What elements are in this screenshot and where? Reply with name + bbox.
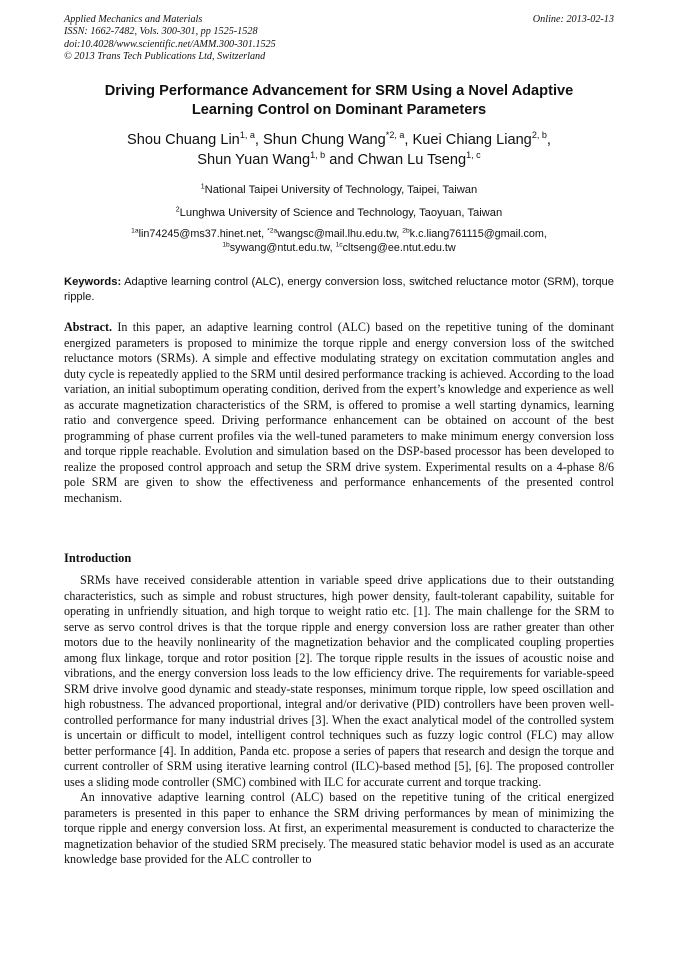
email-address[interactable]: cltseng@ee.ntut.edu.tw xyxy=(342,242,456,254)
intro-paragraph-1: SRMs have received considerable attention in variable speed drive applications due to their outstanding characteristics, such as simple and robust structures, high power density, fault-tolerant capability, suitable for operating in unfriendly situation, and high torque to weight ratio etc. [1]. The main challenge for the SRM to serve as servo control drives is that the torque ripple and energy conversion loss are rather greater than other motors due to the heavily nonlinearity of the magnetization behavior and the complicated coupling properties among flux linkage, torque and rotor position [2]. The torque ripple results in the issues of acoustic noise and vibrations, and the energy conversion loss leads to the low efficiency drive. The requirements for variable-speed SRM drive involve good dynamic and steady-state responses, minimum torque ripple, low speed oscillation and high robustness. The advanced proportional, integral and/or derivative (PID) controllers have been proven well-controlled performance for many industrial drives [3]. When the exact analytical model of the controlled system is uncertain or difficult to model, intelligent control techniques such as fuzzy logic control (FLC) may allow better performance [4]. In addition, Panda etc. propose a series of papers that research and design the torque and current controller of SRM using iterative learning control (ILC)-based method [5], [6]. The proposed controller uses a sliding mode controller (SMC) combined with ILC for accurate current and torque tracking. xyxy=(64,573,614,789)
email-address[interactable]: wangsc@mail.lhu.edu.tw, xyxy=(277,228,403,240)
affiliation-text: Lunghwa University of Science and Technology, Taoyuan, Taiwan xyxy=(179,207,503,219)
email-sup: 2b xyxy=(402,227,410,235)
keywords-paragraph xyxy=(64,275,614,305)
author-sup: 1, b xyxy=(310,150,326,161)
doi-line: doi:10.4028/www.scientific.net/AMM.300-301.1525 xyxy=(64,38,276,50)
affiliation-text: National Taipei University of Technology, Taipei, Taiwan xyxy=(204,184,478,196)
online-date: Online: 2013-02-13 xyxy=(532,14,614,25)
affiliation-sup: 2 xyxy=(175,206,180,214)
author-line-1 xyxy=(64,130,614,150)
affiliation-2 xyxy=(64,206,614,220)
email-address[interactable]: sywang@ntut.edu.tw, xyxy=(229,242,336,254)
author-sup: 1, a xyxy=(239,130,255,141)
email-address[interactable]: lin74245@ms37.hinet.net, xyxy=(138,228,268,240)
abstract-text: In this paper, an adaptive learning control (ALC) based on the repetitive tuning of the dominant energized parameters is proposed to minimize the torque ripple and energy conversion loss of the switched reluctance motors (SRMs). A simple and effective modulating strategy on excitation commutation angles and duty cycle is repeatedly applied to the SRM until desired performance tracking is achieved. According to the load variation, an initial suboptimum operating condition, derived from the expert’s knowledge and experience as well as accurate magnetization characteristics of the SRM, is offered to promise a well starting dynamics, learning ratio and convergence speed. Driving performance enhancement can be obtained on account of the best programming of phase current profiles via the well-tuned parameters to make minimum energy conversion loss and torque ripple reachable. Evolution and simulation based on the DSP-based processor has been developed to realize the proposed control approach and setup the SRM drive system. Experimental results on a 4-phase 8/6 pole SRM are given to show the effectiveness and performance enhancements of the presented control mechanism. xyxy=(64,320,614,505)
email-sup: 1c xyxy=(335,241,343,249)
author-list xyxy=(64,130,614,170)
journal-header xyxy=(64,14,424,64)
email-line-2 xyxy=(64,241,614,255)
author-line-2 xyxy=(64,150,614,170)
title-line-2: Learning Control on Dominant Parameters xyxy=(191,102,487,118)
author-sup: *2, a xyxy=(385,130,405,141)
introduction-body xyxy=(64,573,614,868)
author-name: Kuei Chiang Liang xyxy=(412,132,532,148)
author-name: Shou Chuang Lin xyxy=(127,132,240,148)
copyright-line: © 2013 Trans Tech Publications Ltd, Switzerland xyxy=(64,51,266,63)
keywords-text: Adaptive learning control (ALC), energy conversion loss, switched reluctance motor (SRM), torque ripple. xyxy=(64,276,614,303)
author-sup: 2, b xyxy=(531,130,547,141)
abstract-label: Abstract. xyxy=(64,320,113,334)
abstract-paragraph xyxy=(64,320,614,506)
email-line-1 xyxy=(64,227,614,241)
intro-paragraph-2: An innovative adaptive learning control (ALC) based on the repetitive tuning of the critical energized parameters is presented in this paper to enhance the SRM driving performances by mean of minimizing the torque ripple and energy conversion loss. At first, an experimental measurement is conducted to characterize the magnetization behavior of the studied SRM precisely. The measured static behavior model is used as an accurate knowledge base provided for the ALC controller to xyxy=(64,790,614,866)
author-sup: 1, c xyxy=(466,150,481,161)
email-sup: 1b xyxy=(222,241,230,249)
affiliation-1 xyxy=(64,183,614,197)
author-sep: , xyxy=(254,132,264,148)
email-address[interactable]: k.c.liang761115@gmail.com, xyxy=(409,228,547,240)
keywords-label: Keywords: xyxy=(64,276,122,288)
email-sup: *2a xyxy=(267,227,278,235)
author-sep: , xyxy=(546,132,551,148)
author-sep: , xyxy=(404,132,413,148)
author-sep: and xyxy=(325,152,358,168)
author-name: Chwan Lu Tseng xyxy=(357,152,467,168)
paper-title xyxy=(64,82,614,120)
affiliation-sup: 1 xyxy=(200,183,205,191)
introduction-heading: Introduction xyxy=(64,551,132,565)
author-name: Shun Chung Wang xyxy=(263,132,386,148)
email-block xyxy=(64,227,614,255)
email-sup: 1a xyxy=(131,227,139,235)
author-name: Shun Yuan Wang xyxy=(197,152,311,168)
journal-name: Applied Mechanics and Materials xyxy=(64,14,203,25)
title-line-1: Driving Performance Advancement for SRM Using a Novel Adaptive xyxy=(104,83,574,99)
issn-line: ISSN: 1662-7482, Vols. 300-301, pp 1525-1528 xyxy=(64,26,258,38)
